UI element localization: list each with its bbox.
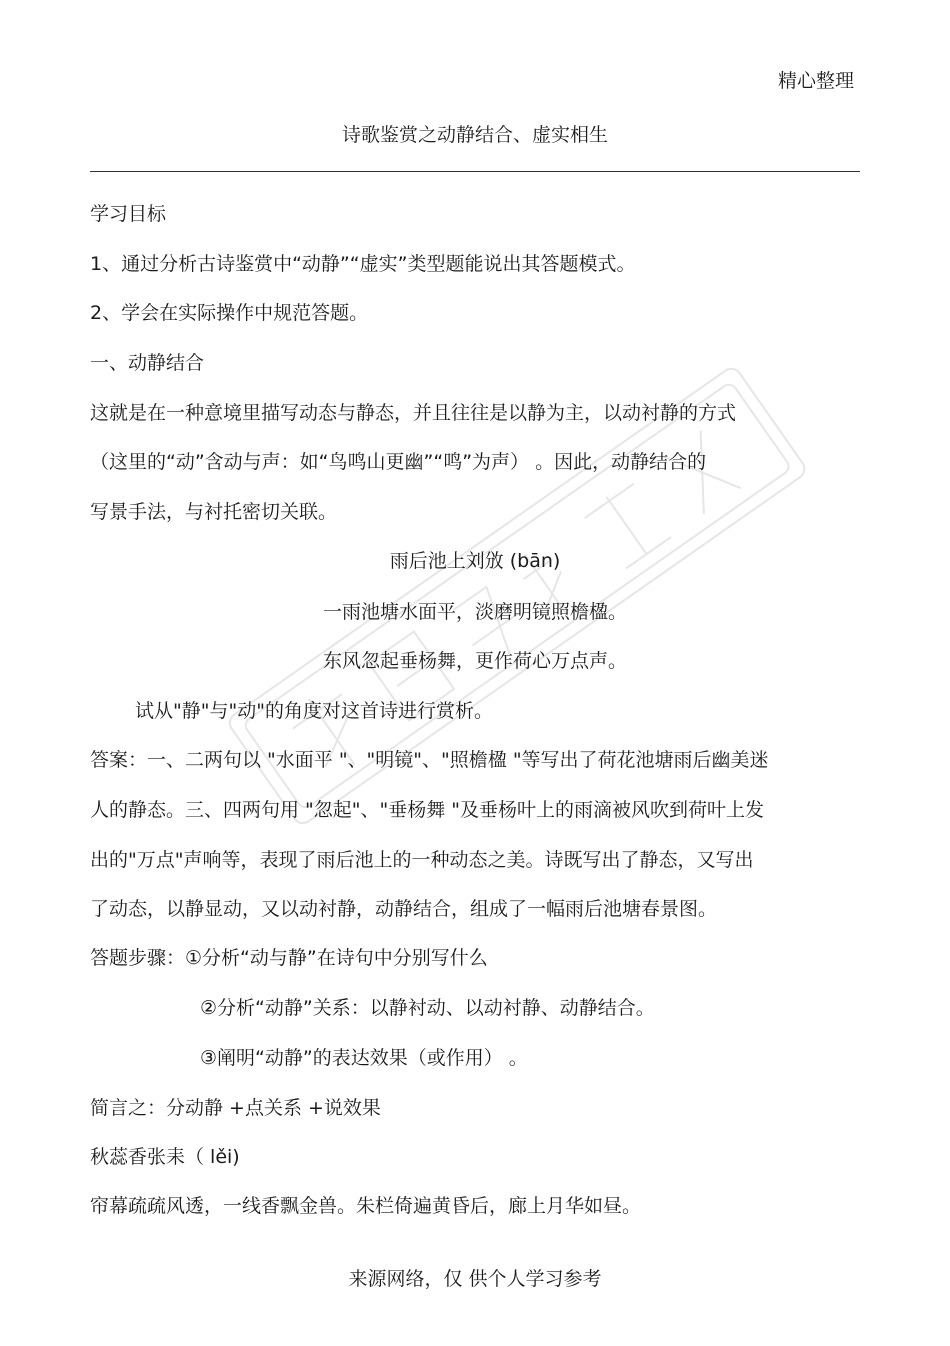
steps-line: ②分析“动静”关系：以静衬动、以动衬静、动静结合。: [200, 997, 655, 1019]
answer-line: 了动态，以静显动，又以动衬静，动静结合，组成了一幅雨后池塘春景图。: [90, 898, 718, 920]
section-heading-1: 一、动静结合: [90, 352, 205, 374]
steps-line: ③阐明“动静”的表达效果（或作用） 。: [200, 1047, 528, 1069]
goal-heading: 学习目标: [90, 203, 167, 225]
poem-line: 一雨池塘水面平，淡磨明镜照檐楹。: [322, 601, 627, 623]
goal-item-1: 1、通过分析古诗鉴赏中“动静”“虚实”类型题能说出其答题模式。: [90, 253, 636, 275]
page-title: 诗歌鉴赏之动静结合、虚实相生: [341, 124, 608, 146]
poem2-line: 帘幕疏疏风透，一线香飘金兽。朱栏倚遍黄昏后，廊上月华如昼。: [90, 1195, 642, 1217]
poem-title: 雨后池上刘攽 (bān): [389, 550, 561, 572]
answer-line: 答案：一、二两句以 "水面平 "、"明镜"、"照檐楹 "等写出了荷花池塘雨后幽美迷: [90, 749, 769, 771]
footer-text: 来源网络，仅 供个人学习参考: [348, 1268, 602, 1290]
steps-line: 答题步骤：①分析“动与静”在诗句中分别写什么: [90, 947, 488, 969]
paragraph-line: （这里的“动”含动与声：如“鸟鸣山更幽”“鸣”为声） 。因此，动静结合的: [90, 451, 707, 473]
answer-line: 出的"万点"声响等，表现了雨后池上的一种动态之美。诗既写出了静态，又写出: [90, 849, 754, 871]
answer-line: 人的静态。三、四两句用 "忽起"、"垂杨舞 "及垂杨叶上的雨滴被风吹到荷叶上发: [90, 799, 765, 821]
paragraph-line: 这就是在一种意境里描写动态与静态，并且往往是以静为主，以动衬静的方式: [90, 402, 737, 424]
question-text: 试从"静"与"动"的角度对这首诗进行赏析。: [135, 700, 493, 722]
poem-line: 东风忽起垂杨舞，更作荷心万点声。: [322, 650, 627, 672]
goal-item-2: 2、学会在实际操作中规范答题。: [90, 302, 369, 324]
poem2-title: 秋蕊香张耒（ lěi): [90, 1146, 240, 1168]
paragraph-line: 写景手法，与衬托密切关联。: [90, 501, 338, 523]
header-label: 精心整理: [777, 70, 854, 92]
summary-text: 简言之：分动静 +点关系 +说效果: [90, 1097, 381, 1119]
title-divider: [90, 171, 860, 172]
